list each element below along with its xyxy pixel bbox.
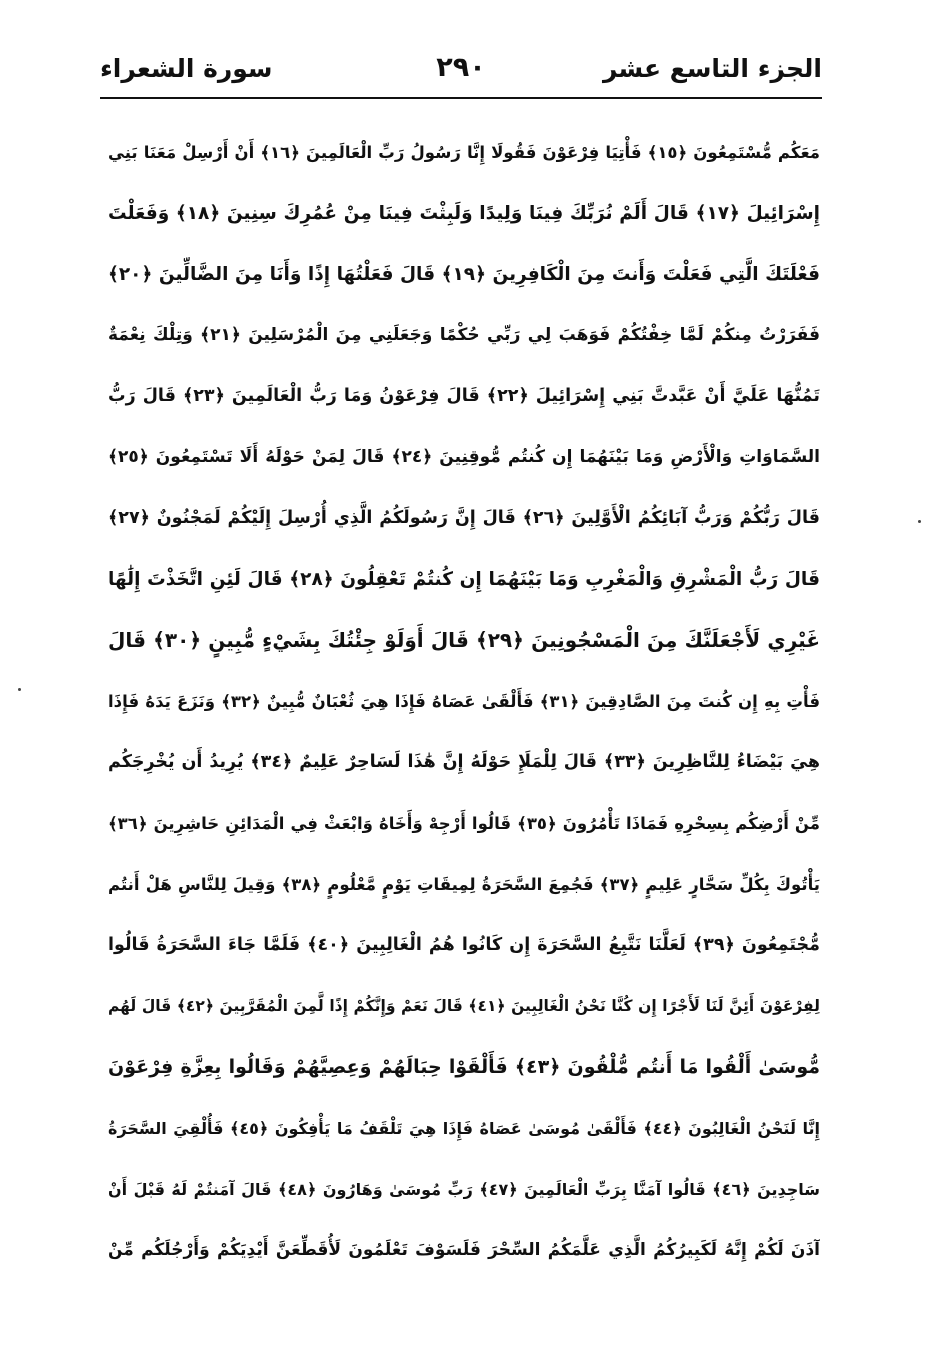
juz-title: الجزء التاسع عشر [603,54,822,83]
header-rule [100,97,822,99]
text-line: غَيْرِي لَأَجْعَلَنَّكَ مِنَ الْمَسْجُونِينَ ﴿٢٩﴾ قَالَ أَوَلَوْ جِئْتُكَ بِشَيْءٍ مُّبِينٍ ﴿٣٠﴾ قَالَ [108,628,820,652]
page-number: ٢٩٠ [436,52,486,83]
page-header [100,48,822,94]
text-line: سَاجِدِينَ ﴿٤٦﴾ قَالُوا آمَنَّا بِرَبِّ الْعَالَمِينَ ﴿٤٧﴾ رَبِّ مُوسَىٰ وَهَارُونَ ﴿٤٨﴾ قَالَ آمَنتُمْ لَهُ قَبْلَ أَنْ [108,1180,820,1199]
text-line: مُّوسَىٰ أَلْقُوا مَا أَنتُم مُّلْقُونَ ﴿٤٣﴾ فَأَلْقَوْا حِبَالَهُمْ وَعِصِيَّهُمْ وَقَالُوا بِعِزَّةِ فِرْعَوْنَ [108,1056,820,1078]
text-line: يَأْتُوكَ بِكُلِّ سَحَّارٍ عَلِيمٍ ﴿٣٧﴾ فَجُمِعَ السَّحَرَةُ لِمِيقَاتِ يَوْمٍ مَّعْلُومٍ ﴿٣٨﴾ وَقِيلَ لِلنَّاسِ هَلْ أَنتُم [108,875,820,894]
text-line: إِسْرَائِيلَ ﴿١٧﴾ قَالَ أَلَمْ نُرَبِّكَ فِينَا وَلِيدًا وَلَبِثْتَ فِينَا مِنْ عُمُرِكَ سِنِينَ ﴿١٨﴾ وَفَعَلْتَ [108,203,820,224]
quran-text-body [108,122,820,1260]
text-line: هِيَ بَيْضَاءُ لِلنَّاظِرِينَ ﴿٣٣﴾ قَالَ لِلْمَلَإِ حَوْلَهُ إِنَّ هَٰذَا لَسَاحِرٌ عَلِيمٌ ﴿٣٤﴾ يُرِيدُ أَن يُخْرِجَكُم [108,752,820,772]
text-line: لِفِرْعَوْنَ أَئِنَّ لَنَا لَأَجْرًا إِن كُنَّا نَحْنُ الْغَالِبِينَ ﴿٤١﴾ قَالَ نَعَمْ وَإِنَّكُمْ إِذًا لَّمِنَ الْمُقَرَّبِينَ ﴿٤٢﴾ قَالَ لَهُم [108,997,820,1015]
text-line: آذَنَ لَكُمْ إِنَّهُ لَكَبِيرُكُمُ الَّذِي عَلَّمَكُمُ السِّحْرَ فَلَسَوْفَ تَعْلَمُونَ لَأُقَطِّعَنَّ أَيْدِيَكُمْ وَأَرْجُلَكُم مِّنْ [108,1240,820,1260]
surah-title: سورة الشعراء [100,54,273,83]
text-line: السَّمَاوَاتِ وَالْأَرْضِ وَمَا بَيْنَهُمَا إِن كُنتُم مُّوقِنِينَ ﴿٢٤﴾ قَالَ لِمَنْ حَوْلَهُ أَلَا تَسْتَمِعُونَ ﴿٢٥﴾ [108,447,820,467]
scan-speck [918,520,921,523]
text-line: تَمُنُّهَا عَلَيَّ أَنْ عَبَّدتَّ بَنِي إِسْرَائِيلَ ﴿٢٢﴾ قَالَ فِرْعَوْنُ وَمَا رَبُّ الْعَالَمِينَ ﴿٢٣﴾ قَالَ رَبُّ [108,386,820,406]
text-line: فَعْلَتَكَ الَّتِي فَعَلْتَ وَأَنتَ مِنَ الْكَافِرِينَ ﴿١٩﴾ قَالَ فَعَلْتُهَا إِذًا وَأَنَا مِنَ الضَّالِّينَ ﴿٢٠﴾ [108,264,820,285]
text-line: قَالَ رَبُّكُمْ وَرَبُّ آبَائِكُمُ الْأَوَّلِينَ ﴿٢٦﴾ قَالَ إِنَّ رَسُولَكُمُ الَّذِي أُرْسِلَ إِلَيْكُمْ لَمَجْنُونٌ ﴿٢٧﴾ [108,508,820,528]
text-line: مَعَكُم مُّسْتَمِعُونَ ﴿١٥﴾ فَأْتِيَا فِرْعَوْنَ فَقُولَا إِنَّا رَسُولُ رَبِّ الْعَالَمِينَ ﴿١٦﴾ أَنْ أَرْسِلْ مَعَنَا بَنِي [108,143,820,162]
text-line: قَالَ رَبُّ الْمَشْرِقِ وَالْمَغْرِبِ وَمَا بَيْنَهُمَا إِن كُنتُمْ تَعْقِلُونَ ﴿٢٨﴾ قَالَ لَئِنِ اتَّخَذْتَ إِلَٰهًا [108,569,820,590]
text-line: مِّنْ أَرْضِكُم بِسِحْرِهِ فَمَاذَا تَأْمُرُونَ ﴿٣٥﴾ قَالُوا أَرْجِهْ وَأَخَاهُ وَابْعَثْ فِي الْمَدَائِنِ حَاشِرِينَ ﴿٣٦﴾ [108,814,820,833]
text-line: إِنَّا لَنَحْنُ الْغَالِبُونَ ﴿٤٤﴾ فَأَلْقَىٰ مُوسَىٰ عَصَاهُ فَإِذَا هِيَ تَلْقَفُ مَا يَأْفِكُونَ ﴿٤٥﴾ فَأُلْقِيَ السَّحَرَةُ [108,1119,820,1138]
text-line: مُّجْتَمِعُونَ ﴿٣٩﴾ لَعَلَّنَا نَتَّبِعُ السَّحَرَةَ إِن كَانُوا هُمُ الْغَالِبِينَ ﴿٤٠﴾ فَلَمَّا جَاءَ السَّحَرَةُ قَالُوا [108,935,820,955]
scan-speck [18,688,21,691]
text-line: فَفَرَرْتُ مِنكُمْ لَمَّا خِفْتُكُمْ فَوَهَبَ لِي رَبِّي حُكْمًا وَجَعَلَنِي مِنَ الْمُرْسَلِينَ ﴿٢١﴾ وَتِلْكَ نِعْمَةٌ [108,325,820,345]
text-line: فَأْتِ بِهِ إِن كُنتَ مِنَ الصَّادِقِينَ ﴿٣١﴾ فَأَلْقَىٰ عَصَاهُ فَإِذَا هِيَ ثُعْبَانٌ مُّبِينٌ ﴿٣٢﴾ وَنَزَعَ يَدَهُ فَإِذَا [108,692,820,711]
